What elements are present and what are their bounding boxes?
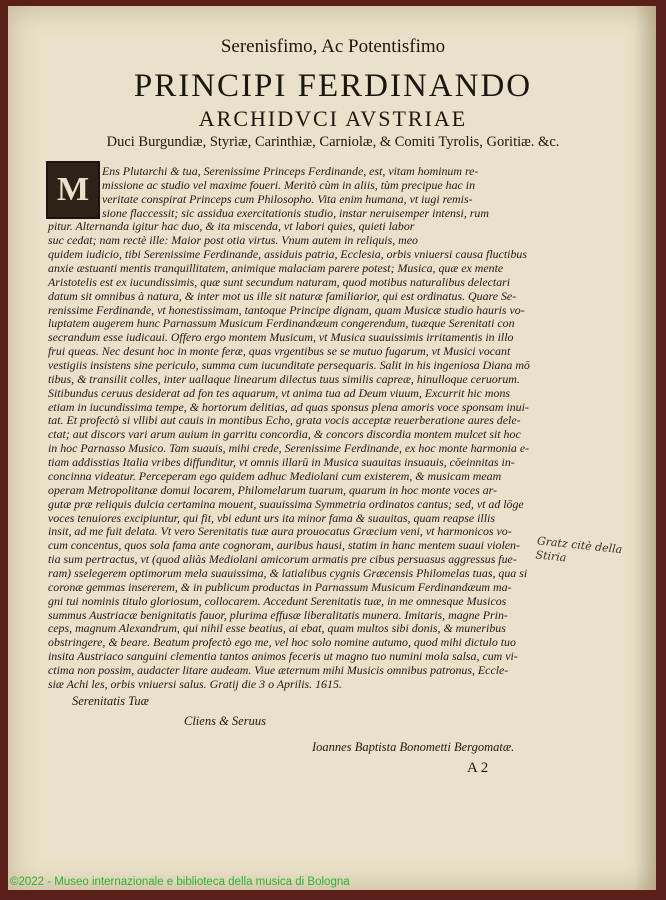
body-line: concinna videatur. Perceperam ego quidem adhuc Mediolani cum existerem, & musicam meam [48, 468, 502, 483]
dedication-header-titles: Duci Burgundiæ, Styriæ, Carinthiæ, Carniolæ, & Comiti Tyrolis, Goritiæ. &c. [106, 134, 560, 150]
body-line: tibus, & transilit colles, inter uallaque linearum dilectus tuus similis capreæ, hinulloque ceruorum. [48, 371, 520, 386]
body-line: insita Austriaco sanguini clementia tantos animos feceris ut magno tuo numini mola salsa, cum vi- [48, 649, 518, 664]
body-line: coronæ gemmas insererem, & in publicum productas in Parnassum Musicum Ferdinandæum ma- [48, 579, 512, 594]
body-line: gutæ præ reliquis dulcia certamina mouent, suauissima Symmetria ordinatos cantus; sed, vt ad lōge [48, 496, 524, 511]
body-line: etiam in iucundissima tempe, & hortorum delitias, ad quas sponsus plena amoris voce sponsam inui- [48, 399, 529, 414]
body-line: pitur. Alternanda igitur hac duo, & ita miscenda, vt labori quies, quieti labor [48, 219, 415, 234]
body-line: tat. Et profectò si vllibi aut cauis in montibus Echo, grata vocis acceptæ reuerberatione aures dele- [48, 413, 521, 428]
body-line: siæ Achi les, orbis vniuersi salus. Gratij die 3 o Aprilis. 1615. [48, 676, 342, 691]
body-line: quidem iudicio, tibi Serenissime Ferdinande, assiduis patria, Ecclesia, orbis vniuersi causa fluctibus [48, 247, 527, 262]
body-line: Sitibundus ceruus desiderat ad fon tes aquarum, vt anima tua ad Deum viuum, Excurrit hic mons [48, 385, 511, 400]
body-line: in hoc Parnasso Musico. Tam suauis, mihi crede, Serenissime Ferdinande, ex hoc monte harmonia e- [48, 441, 530, 456]
body-line: ctima non possim, audacter litare audeam. Viue æternum mihi Musicis omnibus patronus, Eccle- [48, 662, 509, 677]
body-line: anxie æstuanti mentis tranquillitatem, animique malaciam parere potest; Musica, quæ ex mente [48, 261, 504, 276]
body-line: suc cedat; nam rectè ille: Maior post otia virtus. Vnum autem in reliquis, meo [48, 233, 418, 248]
copyright-watermark: ©2022 - Museo internazionale e biblioteca della musica di Bologna [10, 876, 350, 888]
body-line: renissime Ferdinande, vt honestissimam, tantoque Principe dignam, quam Musicæ studio hauris vo- [48, 302, 525, 317]
body-line: sione flaccessit; sic assidua exercitationis studio, instar neruisemper intensi, rum [102, 205, 489, 220]
body-line: frui queas. Nec desunt hoc in monte feræ, quas vrgentibus se se mutuo fugarum, vt Musici vocant [48, 344, 511, 359]
body-line: luptatem augerem hunc Parnassum Musicum Ferdinandæum congerendum, tuæque Serenitati con [48, 316, 515, 331]
initial-letter-glyph: M [56, 171, 90, 208]
decorated-initial-letter [46, 161, 100, 219]
body-line: summus Austriacæ benignitatis fauor, plurima effusæ liberalitatis munera. Imitaris, magne Prin- [48, 607, 508, 622]
dedication-header-title: PRINCIPI FERDINANDO [133, 68, 533, 104]
page-number: A 2 [467, 760, 489, 776]
body-line: tia sum pertractus, vt (quod aliàs Mediolani amicorum armatis pre cibus persuasus aggressus fue- [48, 552, 517, 567]
body-line: cum concentus, quos sola fama ante cognoram, auribus hausi, statim in hanc mentem suaui violen- [48, 538, 520, 553]
body-line: veritate conspirat Princeps cum Philosopho. Vita enim humana, vt iugi remis- [102, 191, 473, 206]
body-line: voces tenuiores excipiuntur, qui fit, vbi edunt urs ita minor fama & suauitas, quam reapse illis [48, 510, 495, 525]
body-line: ctat; aut discors vari arum auium in garritu concordia, & concors discordia montem mulcet sit hoc [48, 427, 521, 442]
body-line: Aristotelis est ex iucundissimis, quæ sunt secundum naturam, quod motibus naturalibus delectari [48, 274, 511, 289]
handwritten-marginal-note: Gratz citè della Stiria [534, 534, 623, 565]
body-line: vestigiis insistens sine periculo, summa cum iucunditate persequaris. Salit in his ingeniosa Diana mō [48, 358, 530, 373]
body-line: missione ac studio vel maxime foueri. Meritò cùm in aliis, tùm precipue hac in [102, 177, 476, 192]
body-line: gni tui nominis titulo gloriosum, collocarem. Accedunt Serenitatis tuæ, in me omnesque Musicos [48, 593, 507, 608]
body-line: obstringere, & beare. Beatum profectò ego me, vel hoc solo nomine autumo, quod mihi dictulo tuo [48, 635, 516, 650]
body-line: tiam addisstias Italia vribes diffunditur, vt omnis illarū in Musica suauitas insuauis, cōeinnitas in- [48, 455, 515, 470]
body-line: ram) sselegerem optimorum mela suauissima, & latialibus cygnis Græcensis Philomelas tuas, qua si [48, 565, 528, 580]
body-line: ceps, magnum Alexandrum, qui nihil esse beatius, ai ebat, quam multos sibi donis, & muneribus [48, 621, 506, 636]
body-line: Ens Plutarchi & tua, Serenissime Princeps Ferdinande, est, vitam hominum re- [102, 164, 479, 178]
closing-salutation: Serenitatis Tuæ [72, 694, 149, 708]
dedication-header-subtitle: ARCHIDVCI AVSTRIAE [198, 106, 468, 131]
body-line: operam Metropolitanæ domui locarem, Philomelarum tuarum, quarum in hoc monte voces ar- [48, 482, 498, 497]
body-line: insit, ad me fuit delata. Vt vero Serenitatis tuæ aura prouocatus Græcium veni, vt harmonicos vo- [48, 524, 512, 539]
body-line: datum sit omnibus à natura, & inter mot us ille sit naturæ familiarior, qui est ordinatus. Quare Se- [48, 288, 517, 303]
closing-author: Ioannes Baptista Bonometti Bergomatæ. [312, 740, 515, 754]
closing-client: Cliens & Seruus [184, 714, 266, 728]
dedication-header-line1: Serenisfimo, Ac Potentisfimo [220, 36, 446, 57]
body-line: secrandum esse iudicaui. Offero ergo montem Musicum, vt Musica suauissimis irritamentis in illo [48, 330, 514, 345]
